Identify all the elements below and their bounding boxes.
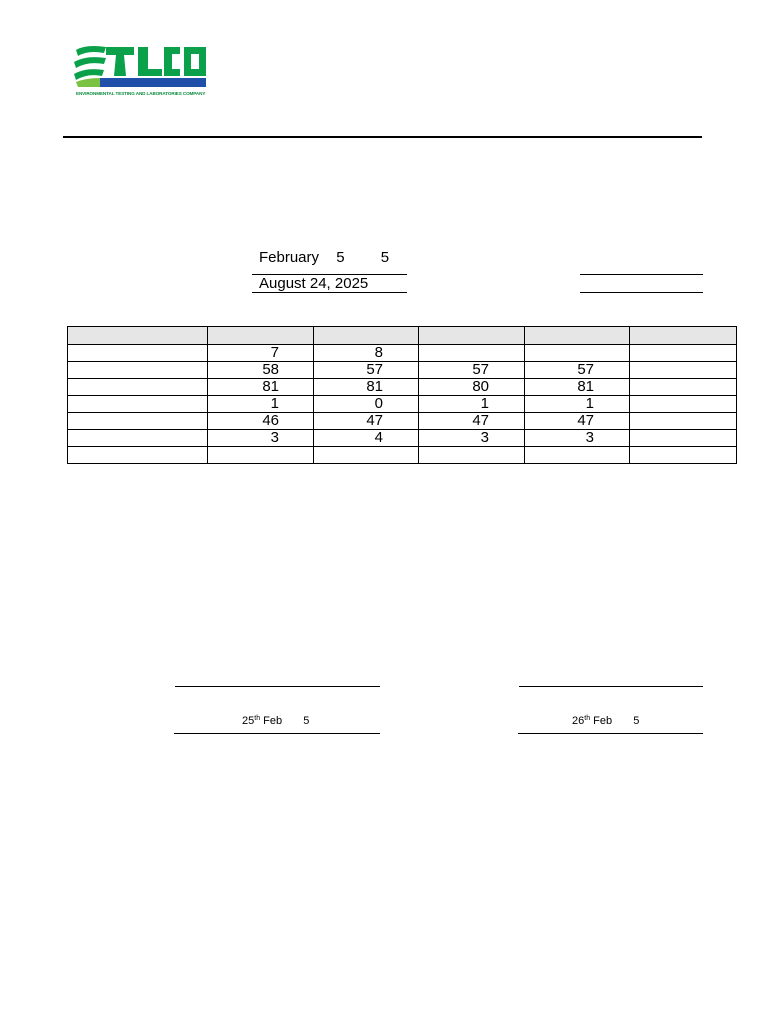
sig-left-value: 5 [303,715,310,727]
table-cell [68,362,208,379]
table-cell: 8 [314,345,419,362]
table-row [68,430,737,447]
etlco-logo [72,44,210,100]
sig-right-suffix: th [584,715,591,722]
table-row [68,413,737,430]
sig-right-day: 26 [572,715,585,727]
logo-caption: ENVIRONMENTAL TESTING AND LABORATORIES COMPANY [76,91,206,96]
table-body [68,345,737,464]
table-cell [630,413,737,430]
table-row [68,362,737,379]
table-cell [419,447,525,464]
sig-right-value: 5 [633,715,640,727]
right-underline-1 [580,274,703,275]
table-cell: 3 [208,430,314,447]
table-header-cell [630,327,737,345]
table-header-cell [68,327,208,345]
table-cell [630,447,737,464]
signature-line-right [519,686,703,687]
date-value-2: 5 [380,249,390,266]
table-cell [68,413,208,430]
date-month: February [259,249,320,266]
signature-line-left [175,686,380,687]
table-cell [208,447,314,464]
table-cell: 58 [208,362,314,379]
table-cell: 1 [525,396,630,413]
table-header-cell [419,327,525,345]
table-cell: 3 [525,430,630,447]
table-cell: 46 [208,413,314,430]
table-header-cell [208,327,314,345]
table-cell: 81 [525,379,630,396]
table-cell: 57 [419,362,525,379]
table-cell: 1 [419,396,525,413]
table-row [68,379,737,396]
signature-underline-left [174,733,380,734]
table-cell [68,396,208,413]
results-table [67,326,737,464]
sig-left-month: Feb [263,715,283,727]
table-cell: 0 [314,396,419,413]
table-cell [630,430,737,447]
table-header-row [68,327,737,345]
date-line-1 [259,249,389,266]
table-cell [68,430,208,447]
signature-underline-right [518,733,703,734]
signature-date-right [572,715,639,728]
table-cell: 57 [525,362,630,379]
table-cell [630,362,737,379]
table-cell [630,396,737,413]
date-line-2: August 24, 2025 [259,275,369,292]
date-underline-2 [252,292,407,293]
table-cell [68,447,208,464]
table-cell [525,345,630,362]
table-cell [314,447,419,464]
right-underline-2 [580,292,703,293]
table-cell: 1 [208,396,314,413]
sig-right-month: Feb [593,715,613,727]
sig-left-day: 25 [242,715,255,727]
table-row [68,396,737,413]
table-cell: 47 [525,413,630,430]
table-cell [419,345,525,362]
table-cell [525,447,630,464]
table-cell [68,345,208,362]
table-cell: 3 [419,430,525,447]
table-cell: 7 [208,345,314,362]
table-header-cell [314,327,419,345]
header-rule [63,136,702,138]
table-cell [630,379,737,396]
signature-date-left [242,715,309,728]
table-cell: 80 [419,379,525,396]
table-cell: 81 [208,379,314,396]
table-cell: 4 [314,430,419,447]
date-value-1: 5 [336,249,345,266]
table-row [68,345,737,362]
table-cell: 47 [419,413,525,430]
etlco-logo-mark [72,44,210,92]
table-cell [630,345,737,362]
table-cell: 81 [314,379,419,396]
sig-left-suffix: th [254,715,261,722]
table-cell: 47 [314,413,419,430]
table-row [68,447,737,464]
table-header-cell [525,327,630,345]
table-cell [68,379,208,396]
table-cell: 57 [314,362,419,379]
